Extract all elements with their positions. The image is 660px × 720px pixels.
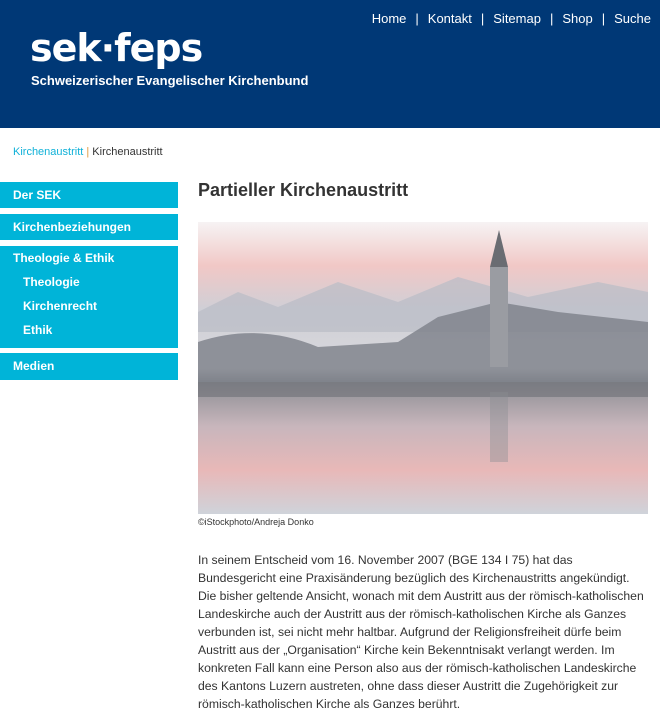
- sidebar-item-kirchenbeziehungen[interactable]: [0, 214, 178, 240]
- top-nav: [372, 11, 651, 26]
- nav-suche[interactable]: Suche: [614, 11, 651, 26]
- sidebar-group-theologie-ethik: [0, 246, 178, 348]
- sidebar-subitem-kirchenrecht[interactable]: Kirchenrecht: [23, 299, 98, 313]
- sidebar-item-medien[interactable]: [0, 353, 178, 380]
- nav-separator: |: [415, 11, 419, 26]
- image-credit: ©iStockphoto/Andreja Donko: [198, 517, 314, 527]
- nav-shop[interactable]: Shop: [562, 11, 593, 26]
- nav-sitemap[interactable]: Sitemap: [493, 11, 541, 26]
- sidebar-item-label: Medien: [13, 359, 55, 373]
- nav-kontakt[interactable]: Kontakt: [427, 11, 472, 26]
- logo[interactable]: sek·feps: [30, 26, 203, 70]
- breadcrumb-current: Kirchenaustritt: [92, 146, 163, 158]
- breadcrumb-link[interactable]: Kirchenaustritt: [13, 146, 84, 158]
- lake-church-photo: [198, 222, 648, 514]
- breadcrumb: [13, 146, 163, 158]
- page-title: Partieller Kirchenaustritt: [198, 180, 409, 200]
- site-header: [0, 0, 660, 128]
- sidebar-item-label: Der SEK: [13, 188, 62, 202]
- body-paragraph: In seinem Entscheid vom 16. November 2007 (BGE 134 I 75) hat das Bundesgericht eine Praxisänderung bezüglich des Kirchenaustritts angekündigt. Die bisher geltende Ansicht, wonach mit dem Austritt aus der römisch-katholischen Landeskirche auch der Austritt aus der römisch-katholischen Kirche als Ganzes verbunden ist, sei nicht mehr haltbar. Aufgrund der Religionsfreiheit dürfe beim Austritt aus der „Organisation“ Kirche kein Bekenntnisakt verlangt werden. Im konkreten Fall kann eine Person also aus der römisch-katholischen Landeskirche des Kantons Luzern austreten, ohne dass dieser Austritt die Zugehörigkeit zur römisch-katholischen Kirche als Ganzes berührt.: [198, 553, 644, 711]
- sidebar-subitem-ethik[interactable]: Ethik: [23, 323, 53, 337]
- nav-home[interactable]: Home: [371, 11, 407, 26]
- nav-separator: |: [601, 11, 606, 26]
- sidebar-item-label: Kirchenbeziehungen: [13, 220, 132, 234]
- sidebar-item-der-sek[interactable]: [0, 182, 178, 208]
- sidebar-subitem-theologie[interactable]: Theologie: [23, 275, 80, 289]
- nav-separator: |: [549, 11, 554, 26]
- breadcrumb-separator: |: [86, 146, 90, 158]
- nav-separator: |: [480, 11, 485, 26]
- sidebar-item-theologie-ethik[interactable]: Theologie & Ethik: [13, 251, 115, 265]
- logo-subtitle: Schweizerischer Evangelischer Kirchenbund: [31, 73, 309, 88]
